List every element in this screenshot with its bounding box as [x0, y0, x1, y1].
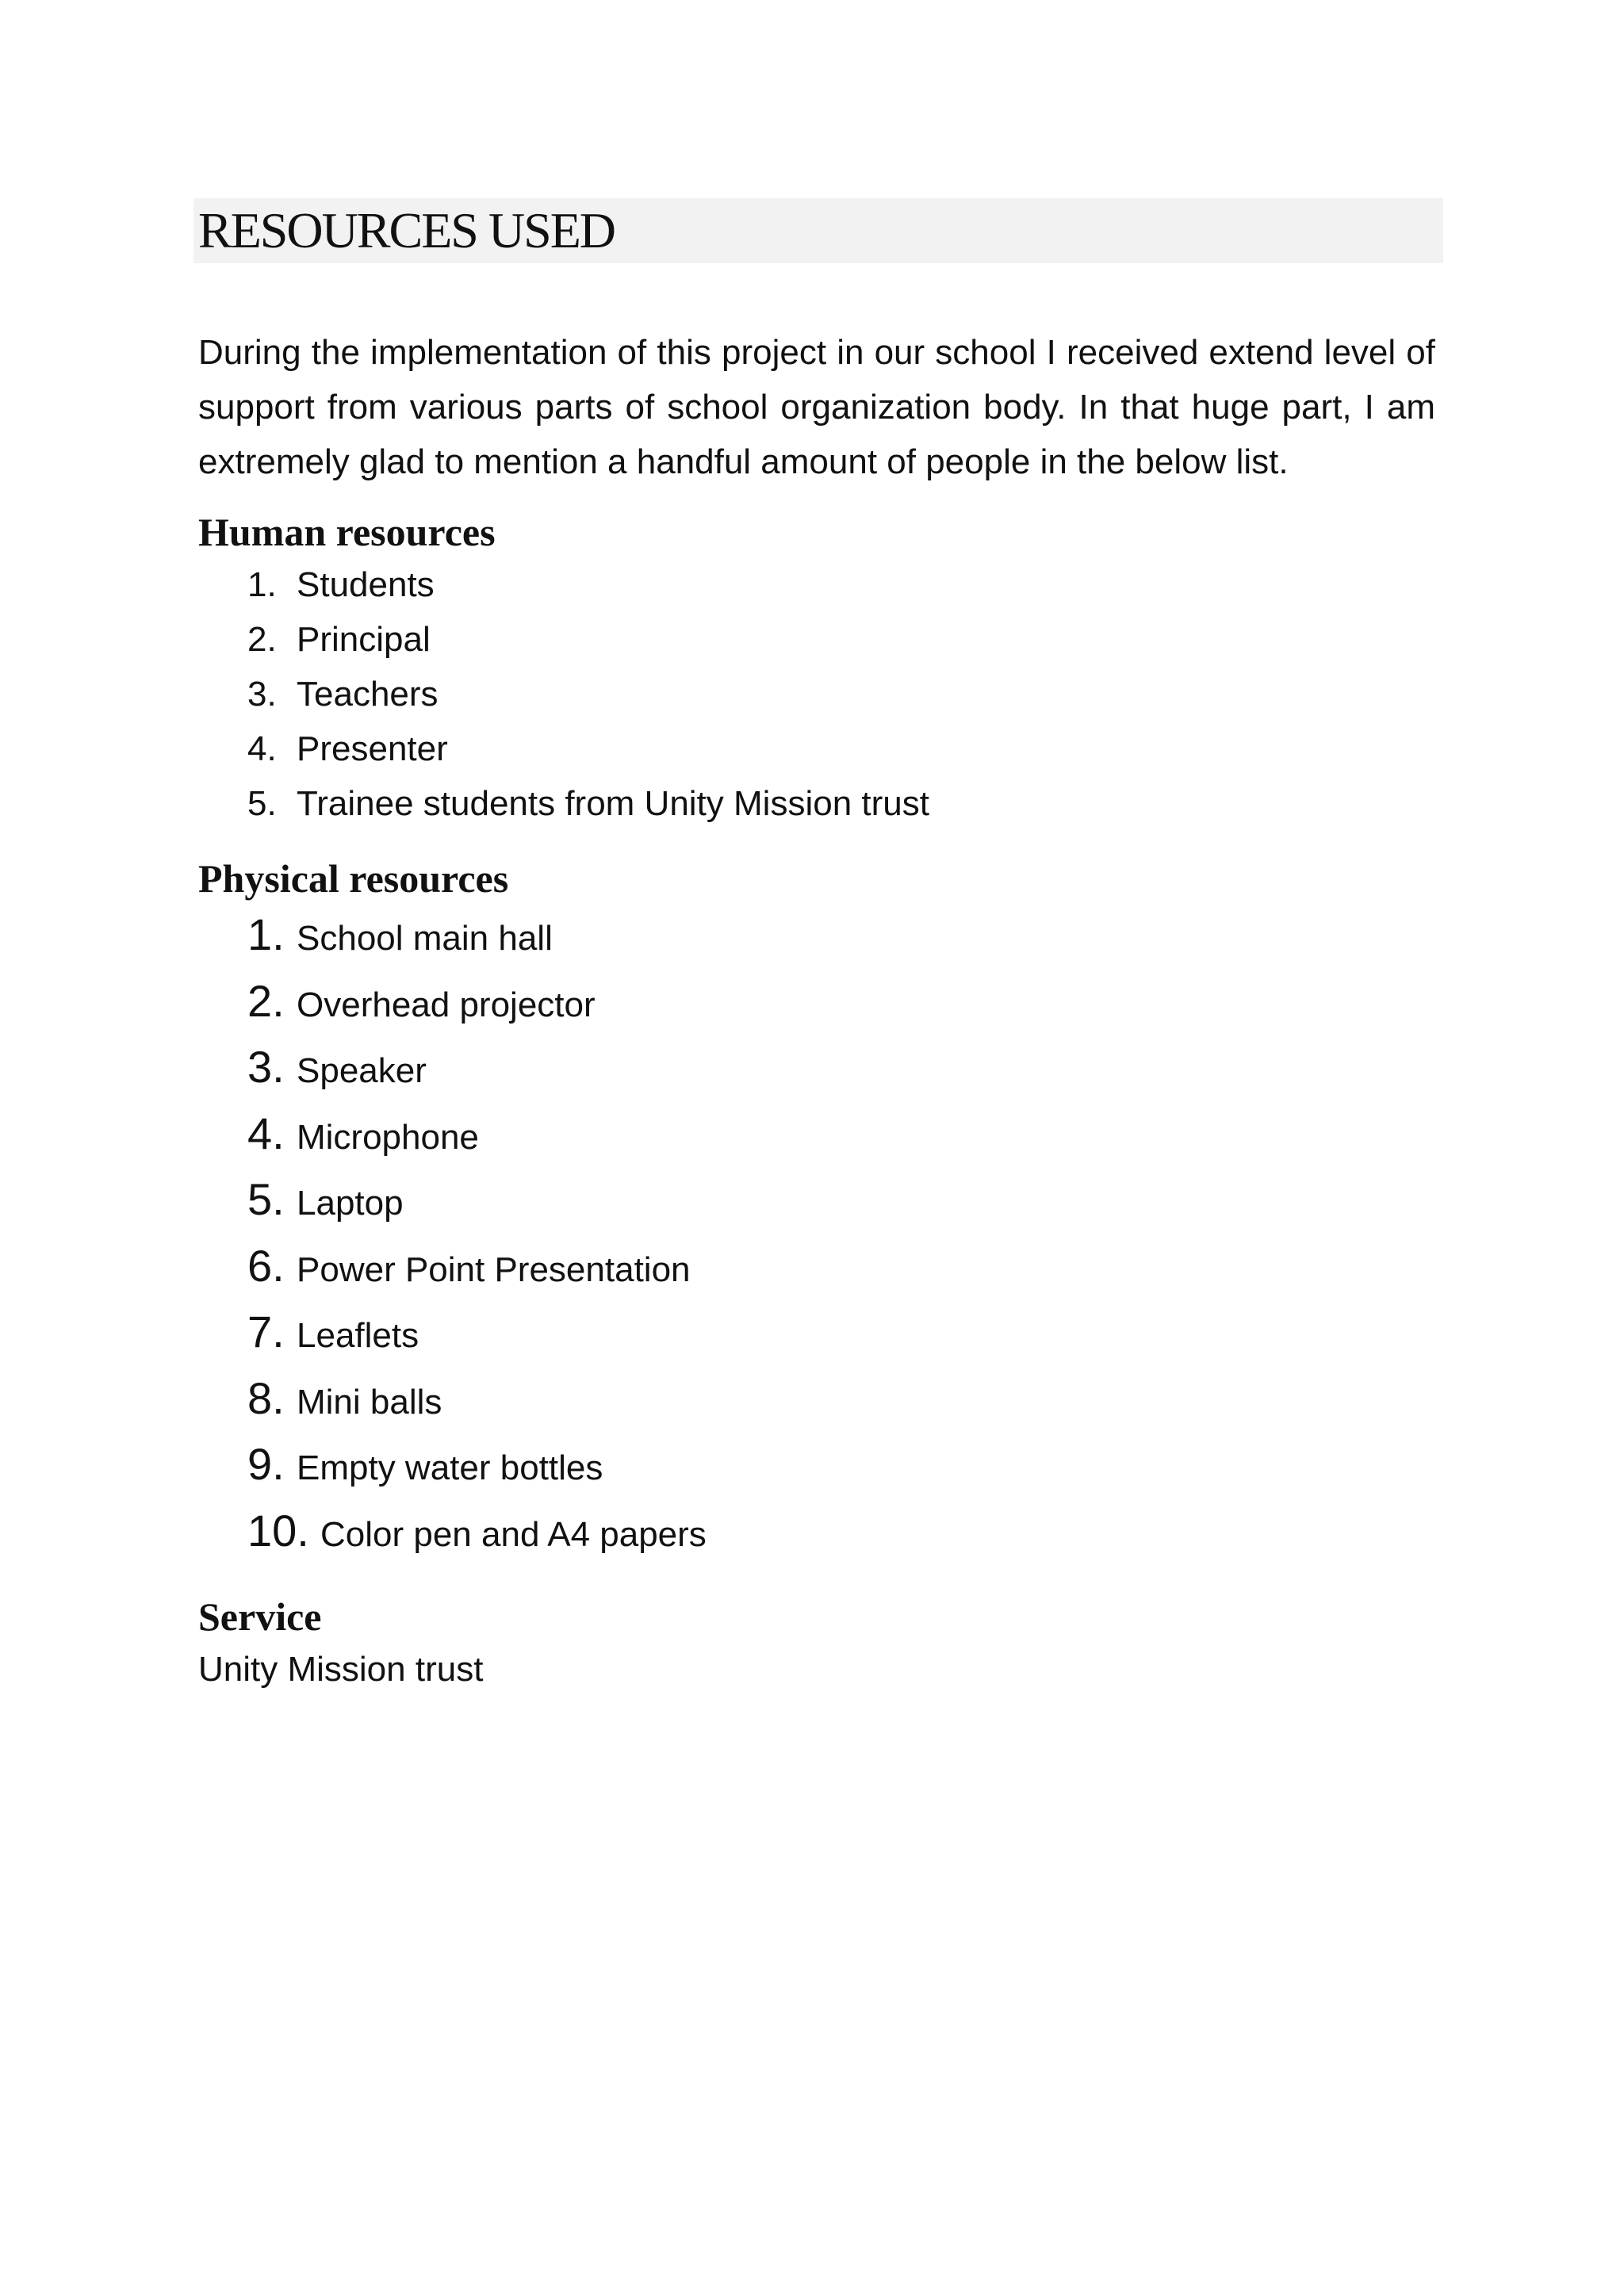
physical-resources-heading: Physical resources: [198, 856, 509, 901]
list-item: [247, 557, 1435, 612]
list-item: [247, 1500, 1435, 1567]
list-item: [247, 1433, 1435, 1500]
list-text: Mini balls: [297, 1382, 442, 1422]
list-number: 1.: [247, 565, 277, 604]
list-text: Students: [297, 565, 435, 604]
list-number: 3.: [247, 1042, 285, 1092]
human-resources-list: [198, 557, 1435, 831]
document-page: [198, 198, 1435, 1697]
list-number: 5.: [247, 1174, 285, 1224]
service-heading: Service: [198, 1594, 322, 1639]
list-number: 9.: [247, 1439, 285, 1489]
list-number: 5.: [247, 784, 277, 823]
list-item: [247, 1036, 1435, 1103]
list-text: Speaker: [297, 1051, 427, 1090]
list-number: 8.: [247, 1372, 285, 1423]
list-item: [247, 776, 1435, 831]
service-text: Unity Mission trust: [198, 1650, 484, 1689]
list-number: 7.: [247, 1307, 285, 1357]
list-item: [247, 1368, 1435, 1434]
list-text: Teachers: [297, 675, 439, 714]
list-item: [247, 970, 1435, 1037]
list-item: [247, 612, 1435, 667]
list-text: Principal: [297, 620, 431, 659]
list-number: 10.: [247, 1505, 309, 1556]
list-text: Color pen and A4 papers: [320, 1514, 707, 1554]
list-text: Presenter: [297, 729, 448, 768]
list-item: [247, 667, 1435, 721]
list-number: 3.: [247, 675, 277, 714]
list-number: 2.: [247, 975, 285, 1026]
heading-band: [193, 198, 1443, 263]
list-text: Trainee students from Unity Mission trust: [297, 784, 929, 823]
list-item: [247, 1169, 1435, 1235]
list-item: [247, 721, 1435, 776]
physical-resources-list: [198, 904, 1435, 1566]
list-item: [247, 1103, 1435, 1169]
list-text: Leaflets: [297, 1316, 419, 1355]
list-number: 4.: [247, 1108, 285, 1158]
list-number: 4.: [247, 729, 277, 768]
list-text: Laptop: [297, 1184, 404, 1223]
list-text: Overhead projector: [297, 985, 596, 1024]
list-text: School main hall: [297, 919, 553, 958]
list-item: [247, 1301, 1435, 1368]
human-resources-heading: Human resources: [198, 510, 496, 554]
page-title: RESOURCES USED: [198, 202, 615, 258]
list-number: 1.: [247, 909, 285, 959]
list-text: Power Point Presentation: [297, 1249, 691, 1289]
list-number: 2.: [247, 620, 277, 659]
list-item: [247, 1235, 1435, 1302]
list-text: Microphone: [297, 1117, 479, 1157]
list-number: 6.: [247, 1240, 285, 1291]
intro-paragraph: During the implementation of this project in our school I received extend level of support from various parts of school organization body. In that huge part, I am extremely glad to mention a handful amount of people in the below list.: [198, 333, 1435, 481]
list-item: [247, 904, 1435, 970]
list-text: Empty water bottles: [297, 1448, 603, 1487]
